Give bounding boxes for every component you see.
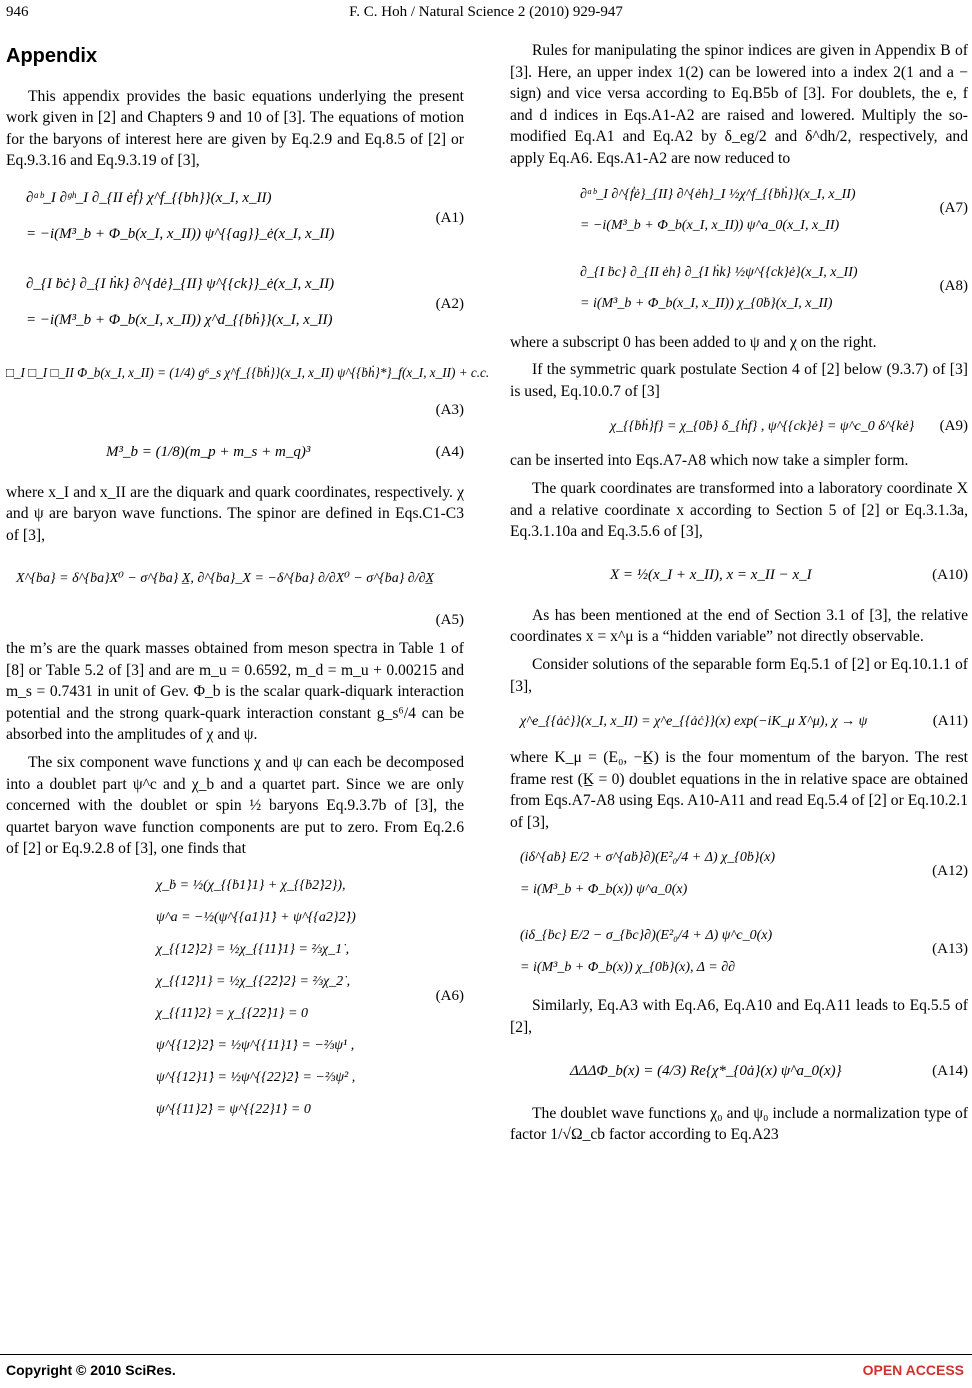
left-column xyxy=(6,40,490,1132)
running-title: F. C. Hoh / Natural Science 2 (2010) 929-947 xyxy=(349,4,623,20)
equation-number: (A3) xyxy=(435,401,464,418)
equation-number: (A10) xyxy=(932,566,968,583)
equation-line: ΔΔΔΦ_b(x) = (4/3) Re{χ*_{0ȧ}(x) ψ^a_0(x)} xyxy=(570,1062,842,1079)
equation-line: χ_{{1̇1̇}2} = χ_{{2̇2̇}1} = 0 xyxy=(156,1005,308,1021)
paragraph: where K_μ = (E₀, −K̲) is the four momentum of the baryon. The rest frame rest (K̲ = 0) doublet equations in the in relative space are obtained from Eqs.A7-A8 using Eqs. A10-A11 and read Eq.5.4 of [2] or Eq.10.2.1 of [3], xyxy=(510,749,968,831)
paragraph: Rules for manipulating the spinor indices are given in Appendix B of [3]. Here, an upper index 1(2) can be lowered into a index 2(1 and a − sign) and vice versa according to Eq.B5b of [3]. For doublets, the e, f and d indices in Eqs.A1-A2 are raised and lowered. Multiply the so-modified Eq.A1 and Eq.A2 by δ_eg/2 and δ^dh/2, respectively, and apply Eq.A6. Eqs.A1-A2 are now reduced to xyxy=(510,42,968,167)
equation-a11 xyxy=(510,703,968,741)
equation-line: = i(M³_b + Φ_b(x_I, x_II)) χ_{0ḃ}(x_I, x_II) xyxy=(580,296,833,312)
equation-line: = i(M³_b + Φ_b(x)) χ_{0ḃ}(x), Δ = ∂∂ xyxy=(520,960,736,976)
page-number: 946 xyxy=(6,4,29,20)
equation-line: χ^e_{{ȧċ}}(x_I, x_II) = χ^e_{{ȧċ}}(x) exp(−iK_μ X^μ), χ → ψ xyxy=(520,714,868,730)
equation-a4 xyxy=(6,428,464,476)
paragraph: where x_I and x_II are the diquark and quark coordinates, respectively. χ and ψ are baryon wave functions. The spinor are defined in Eqs.C1-C3 of [3], xyxy=(6,483,464,544)
paragraph: As has been mentioned at the end of Section 3.1 of [3], the relative coordinates x = x^μ is a “hidden variable” not directly observable. xyxy=(510,606,968,646)
page-header xyxy=(0,2,972,24)
equation-line: (iδ_{ḃc} E/2 − σ_{ḃc}∂)(E²₀/4 + Δ) ψ^c_0(x) xyxy=(520,928,773,944)
paragraph: where a subscript 0 has been added to ψ and χ on the right. xyxy=(510,333,877,351)
paragraph: The doublet wave functions χ₀ and ψ₀ include a normalization type of factor 1/√Ω_cb factor according to Eq.A23 xyxy=(510,1104,968,1144)
equation-a8 xyxy=(510,254,968,326)
equation-a5 xyxy=(6,552,464,604)
equation-a2 xyxy=(6,264,464,344)
equation-a7 xyxy=(510,176,968,248)
equation-line: ∂_{I ḃc} ∂_{II ėh} ∂_{I ḣk} ½ψ^{{ck}ė}(x_I, x_II) xyxy=(580,264,858,280)
equation-line: = −i(M³_b + Φ_b(x_I, x_II)) ψ^{{ag}}_ė(x_I, x_II) xyxy=(26,225,335,242)
equation-line: □_I □_I □_II Φ_b(x_I, x_II) = (1/4) g⁶_s χ^f_{{ḃḣ}}(x_I, x_II) ψ^{{ḃḣ}*}_f(x_I, x_II) + c.c. xyxy=(6,364,490,380)
equation-line: (iδ^{aḃ} E/2 + σ^{aḃ}∂)(E²₀/4 + Δ) χ_{0ḃ}(x) xyxy=(520,850,776,866)
equation-line: X = ½(x_I + x_II), x = x_II − x_I xyxy=(610,566,812,583)
paragraph: This appendix provides the basic equations underlying the present work given in [2] and Chapters 9 and 10 of [3]. The equations of motion for the baryons of interest here are given by Eq.2.9 and Eq.8.5 of [2] or Eq.9.3.16 and Eq.9.3.19 of [3], xyxy=(6,87,464,170)
equation-a9 xyxy=(510,408,968,444)
right-column xyxy=(510,40,968,1152)
equation-number: (A11) xyxy=(932,713,968,730)
equation-number: (A2) xyxy=(435,295,464,312)
equation-line: ∂ᵃᵇ_I ∂^{ḟė}_{II} ∂^{ėh}_I ½χ^f_{{ḃḣ}}(x_I, x_II) xyxy=(580,186,856,202)
equation-line: ψ^{{11}2̇} = ψ^{{22}1̇} = 0 xyxy=(156,1101,311,1117)
equation-number: (A9) xyxy=(939,418,968,435)
equation-number: (A1) xyxy=(435,209,464,226)
equation-line: χ_ḃ = ½(χ_{{ḃ1̇}1} + χ_{{ḃ2̇}2}), xyxy=(156,877,346,893)
equation-number: (A12) xyxy=(932,863,968,880)
page-footer xyxy=(0,1358,972,1384)
equation-a13 xyxy=(510,917,968,989)
paragraph: Similarly, Eq.A3 with Eq.A6, Eq.A10 and Eq.A11 leads to Eq.5.5 of [2], xyxy=(510,997,968,1037)
equation-line: = −i(M³_b + Φ_b(x_I, x_II)) χ^d_{{ḃḣ}}(x_I, x_II) xyxy=(26,311,333,328)
equation-line: χ_{{ḃḣ}f} = χ_{0ḃ} δ_{ḣf} , ψ^{{ck}ė} = ψ^c_0 δ^{kė} xyxy=(610,419,915,435)
equation-number: (A6) xyxy=(435,987,464,1004)
equation-number: (A5) xyxy=(435,612,464,629)
equation-a12 xyxy=(510,839,968,911)
equation-line: X^{ḃa} = δ^{ḃa}X⁰ − σ^{ḃa} X̲, ∂^{ḃa}_X = −δ^{ḃa} ∂/∂X⁰ − σ^{ḃa} ∂/∂X̲ xyxy=(16,571,435,587)
equation-line: M³_b = (1/8)(m_p + m_s + m_q)³ xyxy=(106,443,311,460)
equation-number: (A13) xyxy=(932,941,968,958)
paragraph: If the symmetric quark postulate Section 4 of [2] below (9.3.7) of [3] is used, Eq.10.0.7 of [3] xyxy=(510,361,968,400)
equation-line: ψ^a = −½(ψ^{{a1}1̇} + ψ^{{a2}2̇}) xyxy=(156,909,356,925)
paragraph: The six component wave functions χ and ψ can each be decomposed into a doublet part ψ^c and χ_b and a quartet part. Since we are only concerned with the doublet or spin ½ baryons Eq.9.3.7b of [3], the quartet baryon wave function components are put to zero. From Eq.2.6 of [2] or Eq.9.2.8 of [3], one finds that xyxy=(6,753,464,858)
equation-a6 xyxy=(6,866,464,1126)
footer-divider xyxy=(0,1354,972,1355)
open-access-label: OPEN ACCESS xyxy=(862,1362,964,1378)
paragraph: the m’s are the quark masses obtained from meson spectra in Table 1 of [8] or Table 5.2 of [3] and are m_u = 0.6592, m_d = m_u + 0.00215 and m_s = 0.7431 in unit of Gev. Φ_b is the scalar quark-diquark interaction potential and the strong quark-quark interaction constant g_s⁶/4 can be absorbed into the amplitudes of χ and ψ. xyxy=(6,639,464,744)
equation-line: = −i(M³_b + Φ_b(x_I, x_II)) ψ^a_0(x_I, x_II) xyxy=(580,218,840,234)
equation-line: ∂ᵃᵇ_I ∂ᵍʰ_I ∂_{II ėḟ} χ^f_{{bh}}(x_I, x_II) xyxy=(26,189,272,206)
equation-line: ∂_{I ḃċ} ∂_{I ḣk} ∂^{dė}_{II} ψ^{{ck}}_ė(x_I, x_II) xyxy=(26,275,335,292)
equation-number: (A8) xyxy=(939,277,968,294)
equation-a10 xyxy=(510,549,968,599)
equation-a14 xyxy=(510,1045,968,1097)
paragraph: The quark coordinates are transformed into a laboratory coordinate X and a relative coordinate x according to Section 5 of [2] or Eq.3.1.3a, Eq.3.1.10a and Eq.3.5.6 of [3], xyxy=(510,479,968,541)
equation-line: χ_{{1̇2̇}2} = ½χ_{{1̇1̇}1} = ⅔χ_1̇ , xyxy=(156,941,350,957)
equation-line: ψ^{{12}2̇} = ½ψ^{{11}1̇} = −⅔ψ¹ , xyxy=(156,1037,355,1053)
equation-a1 xyxy=(6,178,464,258)
equation-number: (A7) xyxy=(939,199,968,216)
paragraph: Consider solutions of the separable form Eq.5.1 of [2] or Eq.10.1.1 of [3], xyxy=(510,655,968,695)
paragraph: can be inserted into Eqs.A7-A8 which now take a simpler form. xyxy=(510,452,909,470)
copyright-notice: Copyright © 2010 SciRes. xyxy=(6,1362,176,1378)
equation-number: (A14) xyxy=(932,1062,968,1079)
equation-number: (A4) xyxy=(435,443,464,460)
equation-line: ψ^{{12}1̇} = ½ψ^{{22}2̇} = −⅔ψ² , xyxy=(156,1069,356,1085)
equation-line: = i(M³_b + Φ_b(x)) ψ^a_0(x) xyxy=(520,882,688,898)
equation-a3 xyxy=(6,350,490,394)
equation-line: χ_{{1̇2̇}1} = ½χ_{{2̇2̇}2} = ⅔χ_2̇ , xyxy=(156,973,351,989)
appendix-heading: Appendix xyxy=(6,45,98,67)
